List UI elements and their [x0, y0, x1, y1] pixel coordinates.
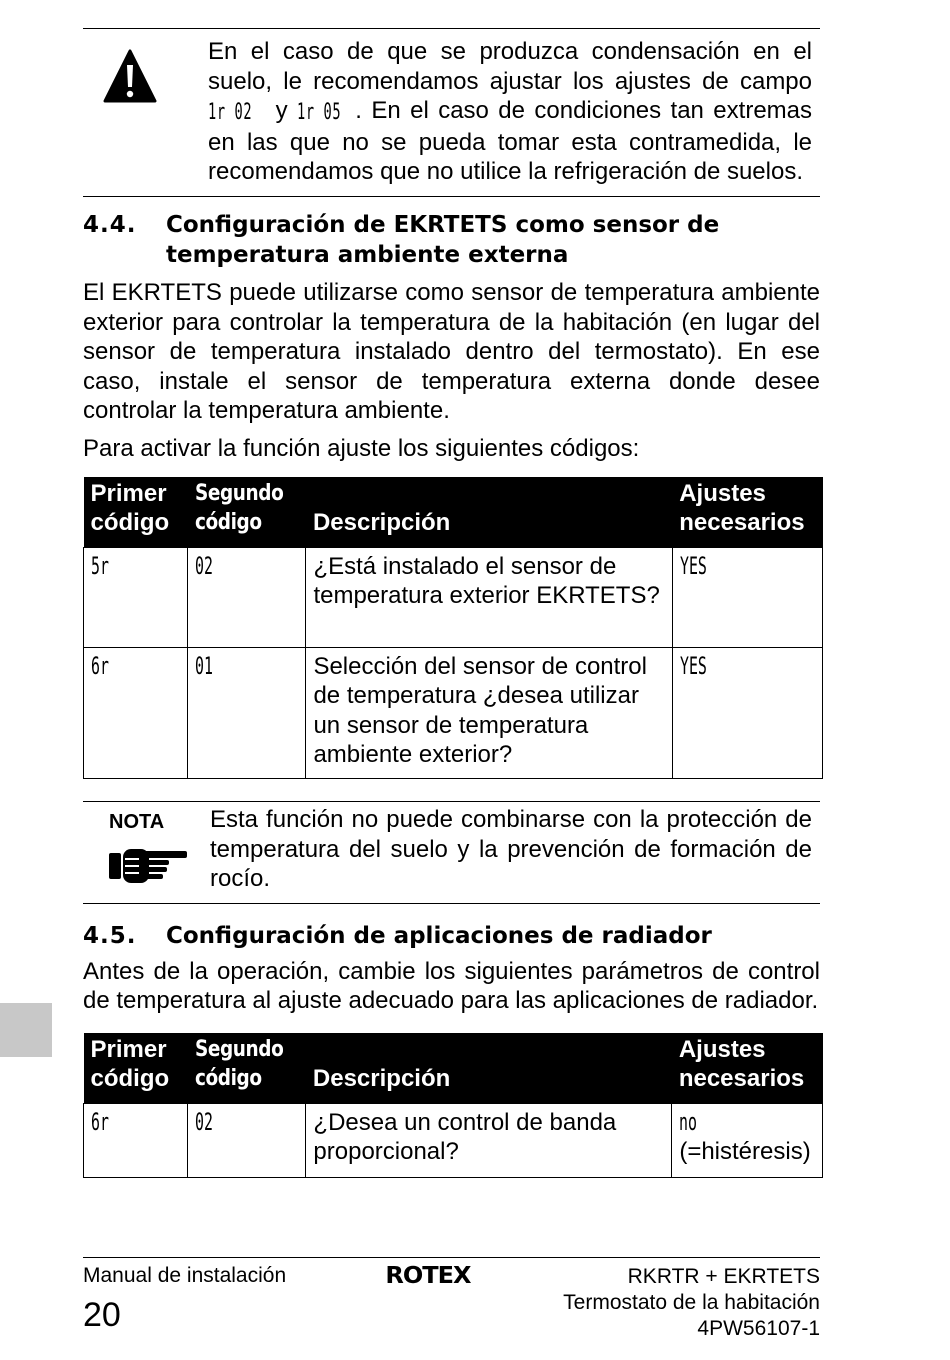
section-side-tab [0, 1003, 52, 1057]
codes-table-1 [83, 477, 823, 779]
codes-table-2 [83, 1033, 823, 1178]
note-text: Esta función no puede combinarse con la protección de temperatura del suelo y la prevención de formación de rocío. [210, 805, 812, 893]
table-header-row [84, 1033, 823, 1104]
warning-text: En el caso de que se produzca condensación en el suelo, le recomendamos ajustar los ajustes de campo 1r 02 y 1r 05 . En el caso de condiciones tan extremas en las que no se pueda tomar esta contramedida, le recomendamos que no utilice la refrigeración de suelos. [208, 38, 812, 186]
rotex-logo [383, 1262, 473, 1290]
setting-cell: YES [672, 647, 822, 778]
header-second-code: Segundo código [188, 477, 306, 548]
table-row [84, 547, 823, 647]
table-row [84, 1103, 823, 1177]
field-code-1: 1r 02 [208, 100, 253, 126]
table-header-row [84, 477, 823, 548]
section-title: Configuración de aplicaciones de radiador [166, 922, 712, 949]
footer-product-info [563, 1264, 820, 1342]
second-code-cell: 02 [188, 547, 306, 647]
pointing-hand-icon [109, 843, 187, 887]
section-title: Configuración de EKRTETS como sensor de temperatura ambiente externa [166, 211, 720, 268]
note-top-rule [83, 801, 820, 802]
description-cell: Selección del sensor de control de temperatura ¿desea utilizar un sensor de temperatura ambiente exterior? [306, 647, 672, 778]
first-code-cell: 6r [84, 647, 188, 778]
note-label: NOTA [109, 810, 165, 833]
table-row [84, 647, 823, 778]
setting-cell: no (=histéresis) [672, 1103, 823, 1177]
footer-document-code: 4PW56107-1 [697, 1317, 820, 1340]
section-number: 4.5. [83, 922, 137, 949]
second-code-cell: 01 [188, 647, 306, 778]
section-heading-4-5 [83, 921, 820, 951]
setting-note: (=histéresis) [679, 1138, 811, 1166]
first-code-cell: 5r [84, 547, 188, 647]
section-number: 4.4. [83, 211, 137, 238]
field-code-2: 1r 05 [297, 100, 342, 126]
page-content [83, 28, 820, 1178]
section-paragraph: Antes de la operación, cambie los siguientes parámetros de control de temperatura al ajuste adecuado para las aplicaciones de radiador. [83, 957, 820, 1015]
header-second-code: Segundo código [188, 1033, 306, 1104]
description-cell: ¿Desea un control de banda proporcional? [306, 1103, 672, 1177]
page-number: 20 [83, 1296, 121, 1334]
svg-text:ROTEX: ROTEX [385, 1262, 471, 1289]
warning-bottom-rule [83, 196, 820, 197]
page-footer [83, 1257, 820, 1348]
table-intro: Para activar la función ajuste los siguientes códigos: [83, 434, 640, 462]
header-description: Descripción [306, 1033, 672, 1104]
section-heading-4-4 [83, 210, 820, 270]
header-settings: Ajustes necesarios [672, 1033, 823, 1104]
header-first-code: Primer código [84, 1033, 188, 1104]
footer-manual-title: Manual de instalación [83, 1264, 287, 1287]
note-block [83, 801, 820, 903]
setting-cell: YES [672, 547, 822, 647]
section-paragraph: El EKRTETS puede utilizarse como sensor de temperatura ambiente exterior para controlar la temperatura de la habitación (en lugar del sensor de temperatura instalado dentro del termostato). En ese caso, instale el sensor de temperatura externa donde desee controlar la temperatura ambiente. [83, 278, 820, 425]
description-cell: ¿Está instalado el sensor de temperatura exterior EKRTETS? [306, 547, 672, 647]
second-code-cell: 02 [188, 1103, 306, 1177]
header-settings: Ajustes necesarios [672, 477, 822, 548]
footer-product-name: Termostato de la habitación [563, 1291, 820, 1314]
first-code-cell: 6r [84, 1103, 188, 1177]
footer-product-model: RKRTR + EKRTETS [627, 1265, 820, 1288]
note-bottom-rule [83, 903, 820, 904]
warning-triangle-icon [103, 49, 157, 103]
header-description: Descripción [306, 477, 672, 548]
header-first-code: Primer código [84, 477, 188, 548]
warning-block [83, 29, 820, 196]
